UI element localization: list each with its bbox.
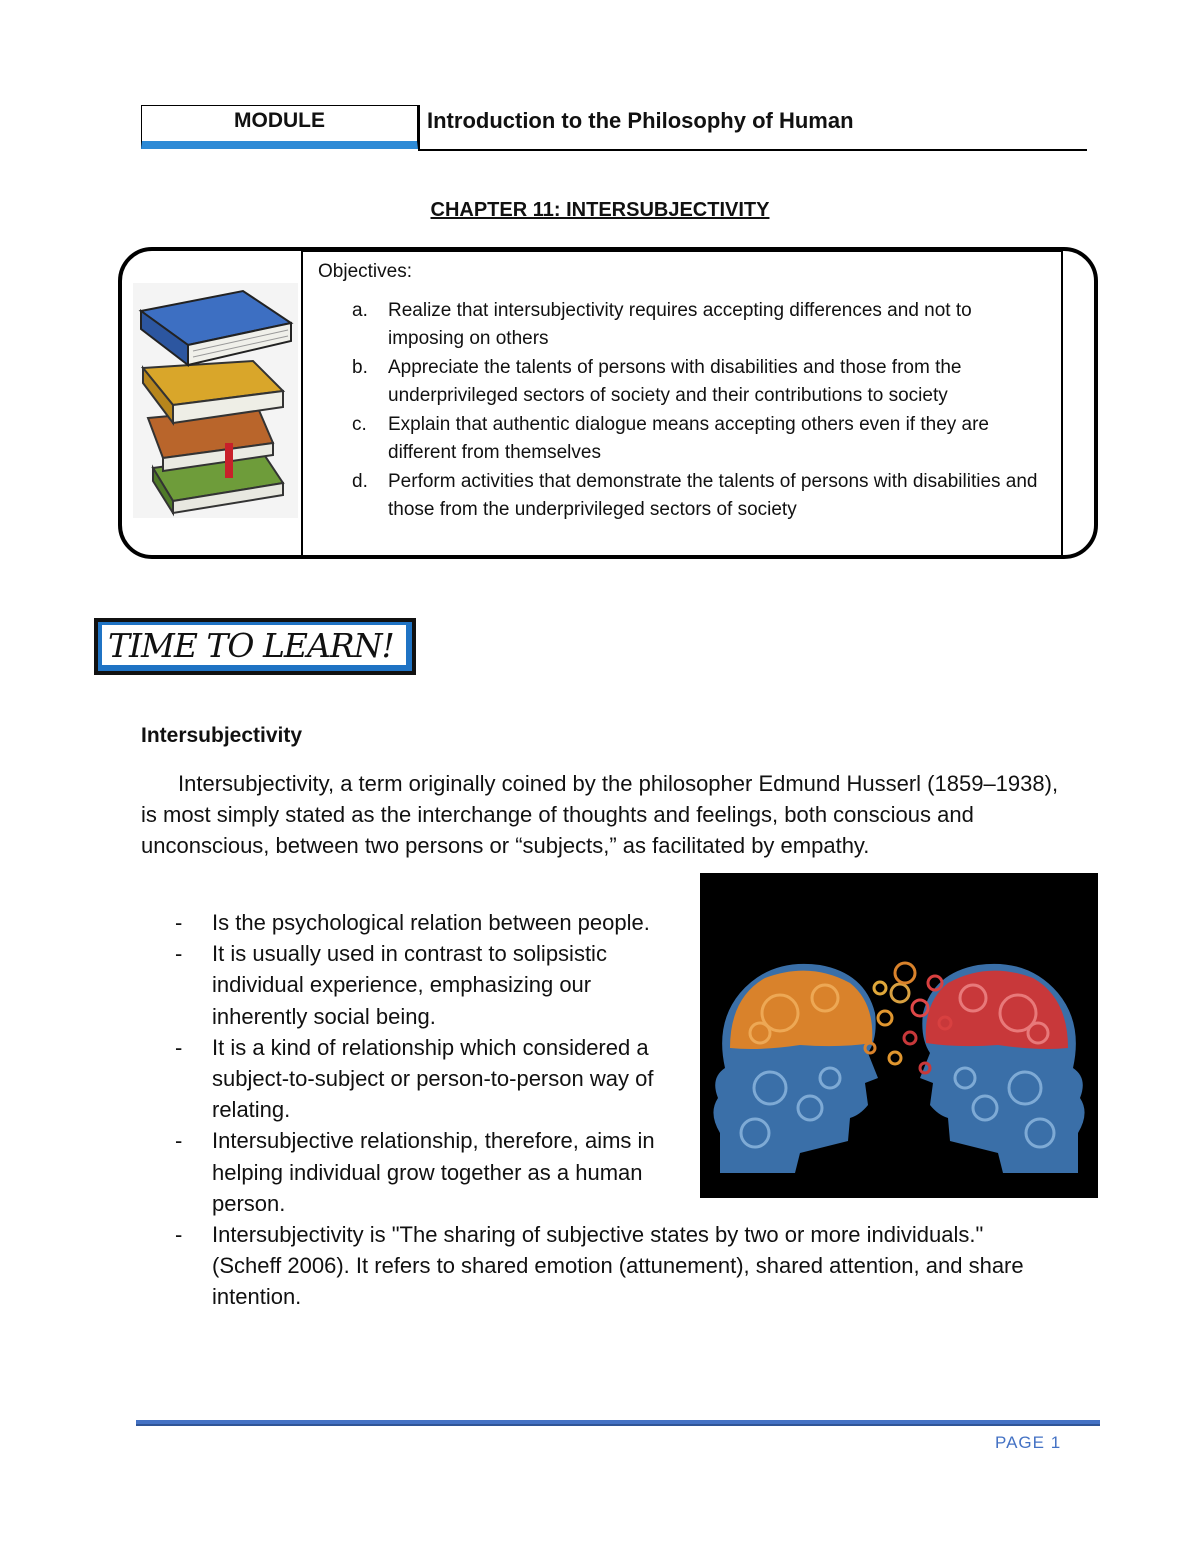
chapter-title: CHAPTER 11: INTERSUBJECTIVITY	[430, 199, 770, 221]
objective-item	[318, 468, 1048, 525]
page-number: PAGE 1	[995, 1433, 1062, 1452]
objective-text: Perform activities that demonstrate the talents of persons with disabilities and those from the underprivileged sectors of society	[388, 470, 1038, 520]
bullet-text: Intersubjective relationship, therefore, aims in helping individual grow together as a human person.	[212, 1128, 655, 1216]
bullet-dash: -	[175, 1128, 183, 1154]
intro-paragraph: Intersubjectivity, a term originally coined by the philosopher Edmund Husserl (1859–1938), is most simply stated as the interchange of thoughts and feelings, both conscious and unconscious, between two persons or “subjects,” as facilitated by empathy.	[141, 771, 1059, 858]
objective-text: Appreciate the talents of persons with disabilities and those from the underprivileged sectors of society and their contributions to society	[388, 356, 962, 406]
module-label: MODULE	[141, 105, 418, 149]
books-stack-illustration	[133, 283, 298, 518]
objective-item	[318, 297, 1048, 354]
objectives-list	[318, 297, 1048, 525]
bullet-dash: -	[175, 910, 183, 935]
objective-marker: d.	[352, 470, 368, 492]
bullet-item	[175, 938, 687, 1032]
objectives-heading: Objectives:	[318, 261, 412, 282]
objective-item	[318, 411, 1048, 468]
objectives-frame-line	[1061, 250, 1063, 558]
module-divider	[418, 105, 420, 149]
bullet-item	[175, 907, 687, 938]
objective-item	[318, 354, 1048, 411]
footer-rule	[136, 1420, 1100, 1426]
objective-marker: c.	[352, 413, 367, 435]
section-heading: Intersubjectivity	[141, 724, 303, 747]
objectives-frame-line	[301, 557, 1063, 559]
objectives-frame-line	[301, 250, 303, 558]
objective-text: Explain that authentic dialogue means accepting others even if they are different from themselves	[388, 413, 989, 463]
bullet-text: Intersubjectivity is "The sharing of subjective states by two or more individuals." (Scheff 2006). It refers to shared emotion (attunement), shared attention, and share intention.	[212, 1222, 1024, 1310]
objectives-frame-line	[301, 250, 1063, 252]
bullet-dash: -	[175, 1034, 183, 1060]
objective-text: Realize that intersubjectivity requires accepting differences and not to imposing on others	[388, 299, 972, 349]
heads-gears-illustration	[700, 873, 1098, 1198]
time-to-learn-banner	[94, 618, 416, 675]
module-title: Introduction to the Philosophy of Human	[427, 108, 854, 133]
time-to-learn-text: TIME TO LEARN!	[102, 625, 406, 665]
objective-marker: b.	[352, 356, 368, 378]
module-header-rule	[418, 149, 1087, 151]
bullet-dash: -	[175, 1222, 183, 1248]
bullet-dash: -	[175, 941, 183, 967]
module-header	[141, 105, 1087, 151]
objectives-section	[318, 258, 1048, 525]
bullet-item	[175, 1219, 1052, 1313]
bullet-text: Is the psychological relation between people.	[212, 910, 650, 935]
bullet-item	[175, 1125, 687, 1219]
bullet-item	[175, 1032, 687, 1126]
bullet-text: It is usually used in contrast to solipsistic individual experience, emphasizing our inherently social being.	[212, 941, 607, 1029]
objective-marker: a.	[352, 299, 368, 321]
bullet-text: It is a kind of relationship which considered a subject-to-subject or person-to-person way of relating.	[212, 1034, 654, 1123]
